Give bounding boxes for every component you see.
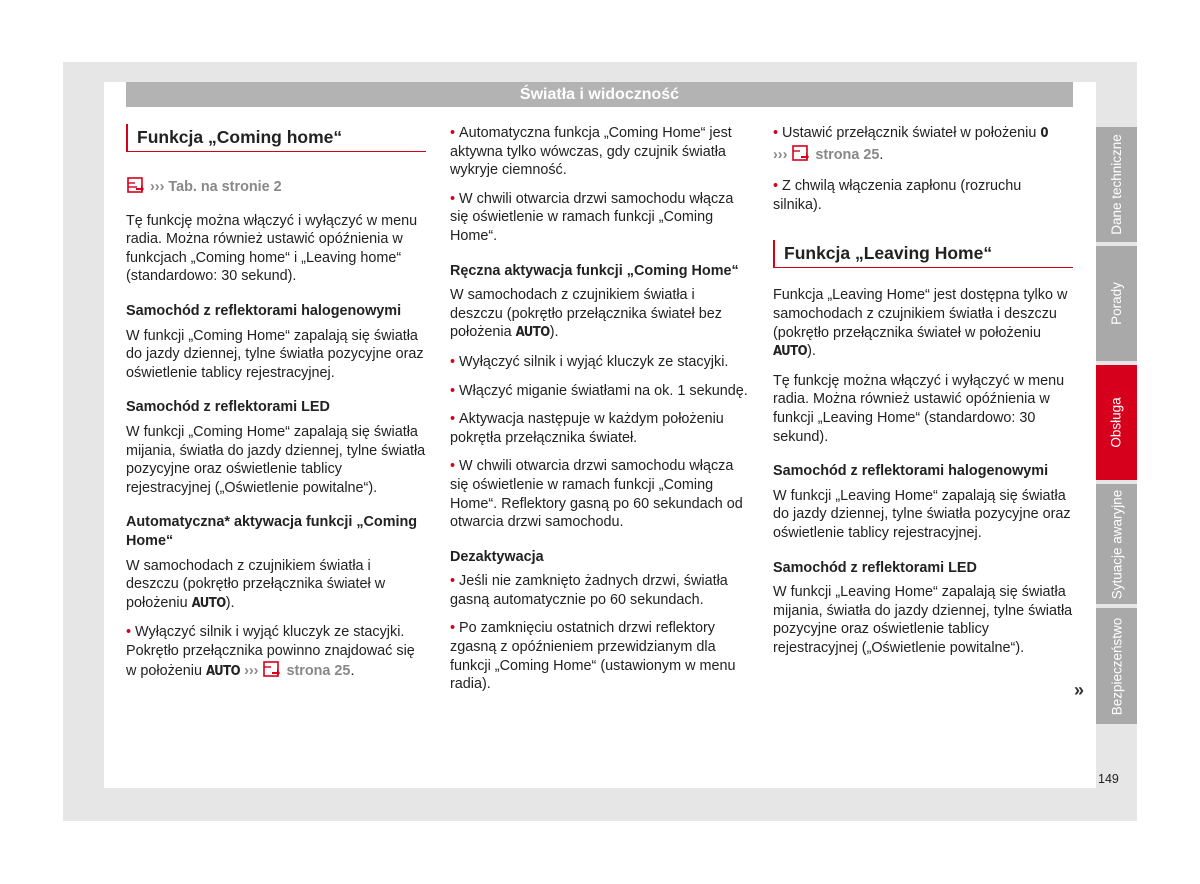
subheading-deactivation: Dezaktywacja	[450, 548, 544, 565]
column-3	[773, 124, 1073, 667]
list-item: • Po zamknięciu ostatnich drzwi reflektory zgasną z opóźnieniem przewidzianym dla funkcji „Coming Home“ (ustawionym w menu radia).	[450, 619, 750, 693]
paragraph: W funkcji „Coming Home“ zapalają się światła mijania, światła do jazdy dziennej, tylne światła pozycyjne oraz oświetlenie tablicy rejestracyjnej („Oświetlenie powitalne“).	[126, 423, 426, 496]
subheading-manual-activation: Ręczna aktywacja funkcji „Coming Home“	[450, 262, 739, 279]
tab-porady[interactable]: Porady	[1096, 246, 1137, 361]
book-reference-icon	[791, 144, 811, 168]
list-item: • Aktywacja następuje w każdym położeniu pokrętła przełącznika świateł.	[450, 410, 750, 447]
paragraph: Tę funkcję można włączyć i wyłączyć w menu radia. Można również ustawić opóźnienia w funkcjach „Coming home“ i „Leaving home“ (standardowo: 30 sekund).	[126, 212, 418, 285]
auto-symbol: AUTO	[206, 664, 241, 680]
column-2	[450, 124, 750, 704]
paragraph: W funkcji „Coming Home“ zapalają się światła do jazdy dziennej, tylne światła pozycyjne oraz oświetlenie tablicy rejestracyjnej.	[126, 327, 424, 381]
list-item: • Wyłączyć silnik i wyjąć kluczyk ze stacyjki.	[450, 353, 750, 372]
list-item: • W chwili otwarcia drzwi samochodu włącza się oświetlenie w ramach funkcji „Coming Home“.	[450, 190, 750, 246]
tab-dane-techniczne[interactable]: Dane techniczne	[1096, 127, 1137, 242]
list-item: • Ustawić przełącznik świateł w położeniu 0 ››› strona 25.	[773, 124, 1073, 167]
list-item: • Automatyczna funkcja „Coming Home“ jest aktywna tylko wówczas, gdy czujnik światła wykryje ciemność.	[450, 124, 750, 180]
subheading-halogen: Samochód z reflektorami halogenowymi	[126, 302, 402, 319]
continue-mark: »	[1074, 680, 1085, 700]
page-link[interactable]: strona 25	[286, 663, 351, 680]
paragraph: Tę funkcję można włączyć i wyłączyć w menu radia. Można również ustawić opóźnienia w funkcji „Leaving Home“ (standardowo: 30 sekund).	[773, 372, 1065, 445]
paragraph: W funkcji „Leaving Home“ zapalają się światła mijania, światła do jazdy dziennej, tylne światła pozycyjne oraz oświetlenie tablicy rejestracyjnej („Oświetlenie powitalne“).	[773, 584, 1073, 656]
auto-symbol: AUTO	[191, 595, 226, 611]
table-reference-text: ››› Tab. na stronie 2	[150, 179, 282, 195]
subheading-led: Samochód z reflektorami LED	[773, 559, 977, 576]
heading-coming-home: Funkcja „Coming home“	[126, 124, 426, 152]
tab-obsluga[interactable]: Obsługa	[1096, 365, 1137, 480]
page-link[interactable]: strona 25	[815, 146, 880, 163]
chapter-tabs	[1096, 127, 1137, 728]
subheading-halogen: Samochód z reflektorami halogenowymi	[773, 463, 1049, 480]
auto-symbol: AUTO	[773, 344, 808, 360]
list-item: • Jeśli nie zamknięto żadnych drzwi, światła gasną automatycznie po 60 sekundach.	[450, 572, 750, 609]
heading-leaving-home: Funkcja „Leaving Home“	[773, 240, 1073, 268]
paragraph: W samochodach z czujnikiem światła i deszczu (pokrętło przełącznika świateł bez położenia AUTO).	[450, 287, 722, 341]
list-item: • W chwili otwarcia drzwi samochodu włącza się oświetlenie w ramach funkcji „Coming Home“. Reflektory gasną po 60 sekundach od otwarcia drzwi samochodu.	[450, 457, 750, 531]
list-item: • Wyłączyć silnik i wyjąć kluczyk ze stacyjki. Pokrętło przełącznika powinno znajdować się w położeniu AUTO ››› strona 25.	[126, 623, 426, 684]
section-title-bar: Światła i widoczność	[126, 82, 1073, 107]
list-item: • Z chwilą włączenia zapłonu (rozruchu silnika).	[773, 177, 1073, 214]
book-reference-icon	[126, 176, 146, 200]
book-reference-icon	[262, 660, 282, 684]
list-item: • Włączyć miganie światłami na ok. 1 sekundę.	[450, 382, 750, 401]
table-reference[interactable]	[126, 176, 426, 200]
tab-bezpieczenstwo[interactable]: Bezpieczeństwo	[1096, 608, 1137, 724]
subheading-led: Samochód z reflektorami LED	[126, 399, 330, 416]
tab-sytuacje-awaryjne[interactable]: Sytuacje awaryjne	[1096, 484, 1137, 604]
page-number: 149	[1098, 772, 1119, 786]
subheading-auto-activation: Automatyczna* aktywacja funkcji „Coming Home“	[126, 514, 418, 549]
switch-zero-symbol: 0	[1040, 126, 1049, 141]
paragraph: W funkcji „Leaving Home“ zapalają się światła do jazdy dziennej, tylne światła pozycyjne oraz oświetlenie tablicy rejestracyjnej.	[773, 487, 1071, 541]
auto-symbol: AUTO	[515, 325, 550, 341]
column-1	[126, 124, 426, 694]
paragraph: Funkcja „Leaving Home“ jest dostępna tylko w samochodach z czujnikiem światła i deszczu (pokrętło przełącznika świateł w położeniu AUTO).	[773, 287, 1068, 360]
paragraph: W samochodach z czujnikiem światła i deszczu (pokrętło przełącznika świateł w położeniu AUTO).	[126, 557, 386, 611]
